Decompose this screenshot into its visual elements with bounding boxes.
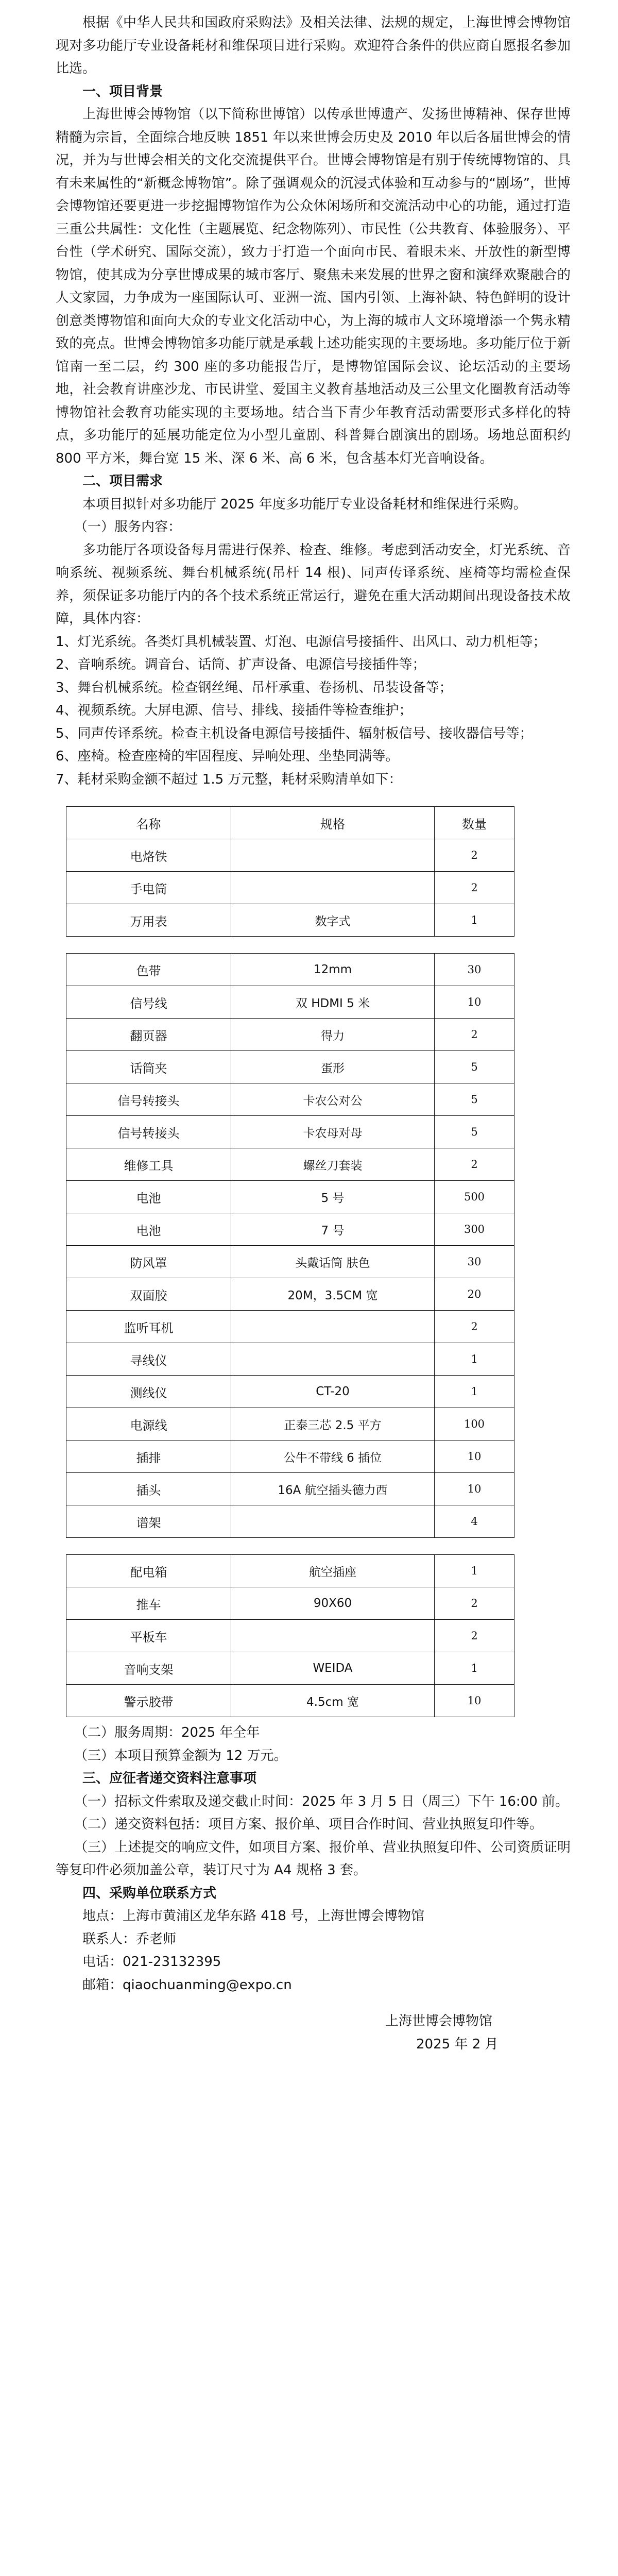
signature-org: 上海世博会博物馆 (385, 2013, 493, 2029)
table-row (66, 1083, 514, 1116)
item-name: 电烙铁 (66, 839, 231, 872)
item-quantity: 30 (435, 954, 514, 986)
item-name: 防风罩 (66, 1246, 231, 1278)
item-quantity: 2 (435, 839, 514, 872)
document-body (56, 11, 571, 2056)
item-name: 插头 (66, 1473, 231, 1505)
item-spec: 12mm (231, 954, 435, 986)
materials-item: （二）递交资料包括：项目方案、报价单、项目合作时间、营业执照复印件等。 (74, 1817, 543, 1832)
consumables-table-materials (66, 953, 514, 1538)
item-quantity: 20 (435, 1278, 514, 1311)
item-spec: 航空插座 (231, 1555, 435, 1587)
item-spec (231, 1620, 435, 1652)
table-row (66, 904, 514, 937)
section3-heading: 三、应征者递交资料注意事项 (82, 1771, 257, 1786)
item-spec (231, 1311, 435, 1343)
table-header-row (66, 807, 514, 839)
item-spec: 90X60 (231, 1587, 435, 1620)
item-name: 信号转接头 (66, 1116, 231, 1148)
table-row (66, 1652, 514, 1685)
item-name: 平板车 (66, 1620, 231, 1652)
table-row (66, 1051, 514, 1083)
table-row (66, 1181, 514, 1213)
item-name: 维修工具 (66, 1148, 231, 1181)
table-row (66, 1555, 514, 1587)
item-spec: 4.5cm 宽 (231, 1685, 435, 1717)
item-quantity: 5 (435, 1083, 514, 1116)
table-row (66, 1213, 514, 1246)
item-spec (231, 1343, 435, 1376)
item-spec: 双 HDMI 5 米 (231, 986, 435, 1019)
consumables-table-tools (66, 806, 514, 937)
item-spec: 数字式 (231, 904, 435, 937)
background-paragraph: 上海世博会博物馆（以下简称世博馆）以传承世博遗产、发扬世博精神、保存世博精髓为宗旨，全面综合地反映 1851 年以来世博会历史及 2010 年以后各届世博会的情况，并为与世博会相关的文化交流提供平台。世博会博物馆是有别于传统博物馆的、具有未来属性的“新概念博物馆”。除了强调观众的沉浸式体验和互动参与的“剧场”，世博会博物馆还要更进一步挖掘博物馆作为公众休闲场所和交流活动中心的功能，通过打造三重公共属性：文化性（主题展览、纪念物陈列）、市民性（公共教育、体验服务）、平台性（学术研究、国际交流），致力于打造一个面向市民、着眼未来、开放性的新型博物馆，使其成为分享世博成果的城市客厅、聚焦未来发展的世界之窗和演绎欢聚融合的人文家园，力争成为一座国际认可、亚洲一流、国内引领、上海补缺、特色鲜明的设计创意类博物馆和面向大众的专业文化活动中心，为上海的城市人文环境增添一个隽永精致的亮点。世博会博物馆多功能厅就是承载上述功能实现的主要场地。多功能厅位于新馆南一至二层，约 300 座的多功能报告厅，是博物馆国际会议、论坛活动的主要场地，社会教育讲座沙龙、市民讲堂、爱国主义教育基地活动及三公里文化圈教育活动等博物馆社会教育功能实现的主要场地。结合当下青少年教育活动需要形式多样化的特点，多功能厅的延展功能定位为小型儿童剧、科普舞台剧演出的剧场。场地总面积约 800 平方米，舞台宽 15 米、深 6 米、高 6 米，包含基本灯光音响设备。 (56, 107, 571, 466)
service-item: 7、耗材采购金额不超过 1.5 万元整，耗材采购清单如下： (56, 771, 402, 787)
item-name: 推车 (66, 1587, 231, 1620)
contact-address: 地点：上海市黄浦区龙华东路 418 号，上海世博会博物馆 (82, 1908, 425, 1924)
header-quantity: 数量 (435, 807, 514, 839)
item-spec: 卡农母对母 (231, 1116, 435, 1148)
item-name: 翻页器 (66, 1019, 231, 1051)
item-name: 配电箱 (66, 1555, 231, 1587)
item-spec (231, 872, 435, 904)
item-spec: 得力 (231, 1019, 435, 1051)
contact-email: 邮箱：qiaochuanming@expo.cn (82, 1977, 292, 1993)
item-quantity: 500 (435, 1181, 514, 1213)
table-row (66, 954, 514, 986)
item-spec: 7 号 (231, 1213, 435, 1246)
item-quantity: 10 (435, 986, 514, 1019)
table-row (66, 1408, 514, 1440)
item-name: 电池 (66, 1181, 231, 1213)
deadline-item: （一）招标文件索取及递交截止时间：2025 年 3 月 5 日（周三）下午 16:00 前。 (74, 1793, 569, 1809)
table-row (66, 1278, 514, 1311)
table-row (66, 1343, 514, 1376)
item-name: 手电筒 (66, 872, 231, 904)
item-quantity: 2 (435, 1019, 514, 1051)
service-item: 2、音响系统。调音台、话筒、扩声设备、电源信号接插件等； (56, 657, 426, 672)
service-period: （二）服务周期：2025 年全年 (74, 1725, 260, 1740)
item-quantity: 10 (435, 1685, 514, 1717)
table-row (66, 1246, 514, 1278)
item-name: 谱架 (66, 1505, 231, 1538)
service-paragraph: 多功能厅各项设备每月需进行保养、检查、维修。考虑到活动安全，灯光系统、音响系统、视频系统、舞台机械系统(吊杆 14 根)、同声传译系统、座椅等均需检查保养，须保证多功能厅内的各个技术系统正常运行，避免在重大活动期间出现设备技术故障，具体内容： (56, 542, 571, 626)
item-spec: 20M，3.5CM 宽 (231, 1278, 435, 1311)
item-quantity: 1 (435, 1652, 514, 1685)
section2-heading: 二、项目需求 (82, 473, 163, 489)
item-spec: 16A 航空插头德力西 (231, 1473, 435, 1505)
table-row (66, 1620, 514, 1652)
item-name: 信号转接头 (66, 1083, 231, 1116)
intro-paragraph: 根据《中华人民共和国政府采购法》及相关法律、法规的规定，上海世博会博物馆现对多功能厅专业设备耗材和维保项目进行采购。欢迎符合条件的供应商自愿报名参加比选。 (56, 15, 571, 76)
item-name: 警示胶带 (66, 1685, 231, 1717)
item-quantity: 2 (435, 1148, 514, 1181)
service-content-title: （一）服务内容： (74, 519, 182, 535)
table-row (66, 872, 514, 904)
table-row (66, 1473, 514, 1505)
item-quantity: 10 (435, 1473, 514, 1505)
service-item: 3、舞台机械系统。检查钢丝绳、吊杆承重、卷扬机、吊装设备等； (56, 680, 453, 696)
item-name: 话筒夹 (66, 1051, 231, 1083)
header-spec: 规格 (231, 807, 435, 839)
item-quantity: 2 (435, 1620, 514, 1652)
item-quantity: 2 (435, 1311, 514, 1343)
item-quantity: 30 (435, 1246, 514, 1278)
item-quantity: 1 (435, 1555, 514, 1587)
table-row (66, 1116, 514, 1148)
item-spec: 正泰三芯 2.5 平方 (231, 1408, 435, 1440)
item-quantity: 4 (435, 1505, 514, 1538)
item-spec: 头戴话筒 肤色 (231, 1246, 435, 1278)
item-spec (231, 1505, 435, 1538)
consumables-table-equipment (66, 1554, 514, 1717)
table-row (66, 1376, 514, 1408)
item-quantity: 1 (435, 904, 514, 937)
signature-date: 2025 年 2 月 (416, 2036, 499, 2052)
header-name: 名称 (66, 807, 231, 839)
requirement-paragraph: 本项目拟针对多功能厅 2025 年度多功能厅专业设备耗材和维保进行采购。 (82, 496, 527, 512)
item-spec (231, 839, 435, 872)
item-spec: 卡农公对公 (231, 1083, 435, 1116)
budget-amount: （三）本项目预算金额为 12 万元。 (74, 1748, 287, 1764)
section4-heading: 四、采购单位联系方式 (82, 1885, 217, 1901)
item-spec: 公牛不带线 6 插位 (231, 1440, 435, 1473)
item-name: 电池 (66, 1213, 231, 1246)
table-row (66, 1019, 514, 1051)
contact-person: 联系人：乔老师 (82, 1931, 177, 1947)
item-name: 插排 (66, 1440, 231, 1473)
format-item: （三）上述提交的响应文件，如项目方案、报价单、营业执照复印件、公司资质证明等复印件必须加盖公章，装订尺寸为 A4 规格 3 套。 (56, 1839, 571, 1878)
item-spec: 螺丝刀套装 (231, 1148, 435, 1181)
item-quantity: 5 (435, 1051, 514, 1083)
item-name: 色带 (66, 954, 231, 986)
service-item: 4、视频系统。大屏电源、信号、排线、接插件等检查维护； (56, 703, 413, 718)
service-item: 6、座椅。检查座椅的牢固程度、异响处理、坐垫同满等。 (56, 749, 399, 764)
table-row (66, 1685, 514, 1717)
item-name: 双面胶 (66, 1278, 231, 1311)
item-name: 万用表 (66, 904, 231, 937)
item-name: 寻线仪 (66, 1343, 231, 1376)
item-spec: CT-20 (231, 1376, 435, 1408)
table-row (66, 1311, 514, 1343)
item-spec: 5 号 (231, 1181, 435, 1213)
item-name: 音响支架 (66, 1652, 231, 1685)
table-row (66, 986, 514, 1019)
table-row (66, 1148, 514, 1181)
item-quantity: 1 (435, 1376, 514, 1408)
service-item: 1、灯光系统。各类灯具机械装置、灯泡、电源信号接插件、出风口、动力机柜等； (56, 634, 546, 650)
item-quantity: 300 (435, 1213, 514, 1246)
table-row (66, 1587, 514, 1620)
table-row (66, 1505, 514, 1538)
item-quantity: 2 (435, 1587, 514, 1620)
table-row (66, 1440, 514, 1473)
item-name: 电源线 (66, 1408, 231, 1440)
item-quantity: 2 (435, 872, 514, 904)
service-item: 5、同声传译系统。检查主机设备电源信号接插件、辐射板信号、接收器信号等； (56, 725, 533, 741)
item-quantity: 100 (435, 1408, 514, 1440)
item-spec: 蛋形 (231, 1051, 435, 1083)
item-name: 信号线 (66, 986, 231, 1019)
item-name: 测线仪 (66, 1376, 231, 1408)
section1-heading: 一、项目背景 (82, 83, 163, 99)
item-name: 监听耳机 (66, 1311, 231, 1343)
table-row (66, 839, 514, 872)
item-quantity: 10 (435, 1440, 514, 1473)
item-spec: WEIDA (231, 1652, 435, 1685)
item-quantity: 5 (435, 1116, 514, 1148)
contact-phone: 电话：021-23132395 (82, 1954, 221, 1970)
item-quantity: 1 (435, 1343, 514, 1376)
